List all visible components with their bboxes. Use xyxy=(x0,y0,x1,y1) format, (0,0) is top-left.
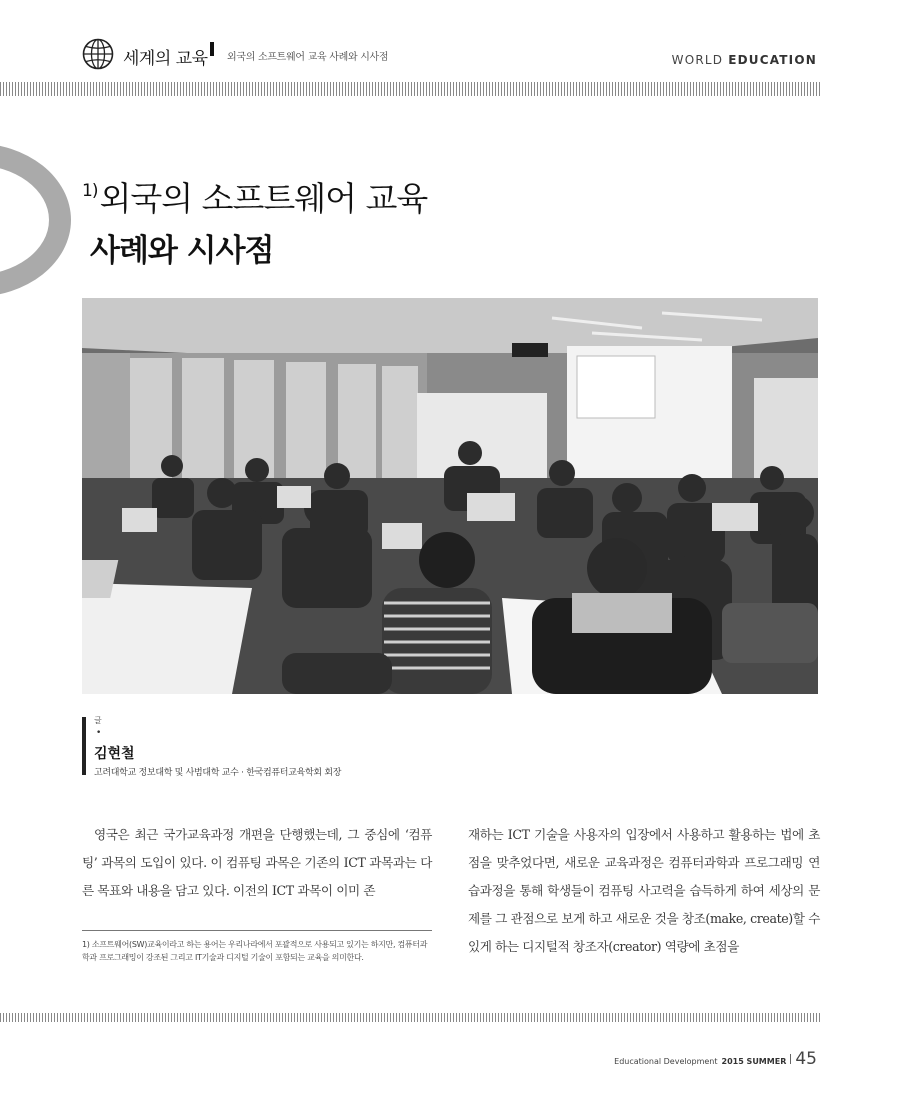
body-text-left: 영국은 최근 국가교육과정 개편을 단행했는데, 그 중심에 ‘컴퓨팅’ 과목의 도입이 있다. 이 컴퓨팅 과목은 기존의 ICT 과목과는 다른 목표와 내용을 담고 있다. 이전의 ICT 과목이 이미 존 xyxy=(82,827,432,898)
footer-separator xyxy=(790,1054,791,1064)
page-number: 45 xyxy=(795,1049,817,1069)
article-title-line2: 사례와 시사점 xyxy=(90,233,274,269)
title-footnote-mark: 1) xyxy=(82,181,98,201)
footnote-rule xyxy=(82,930,432,931)
body-text-right: 재하는 ICT 기술을 사용자의 입장에서 사용하고 활용하는 법에 초점을 맞추었다면, 새로운 교육과정은 컴퓨터과학과 프로그래밍 연습과정을 통해 학생들이 컴퓨팅 사고력을 습득하게 하여 세상의 문제를 그 관점으로 보게 하고 새로운 것을 창조(make, create)할 수 있게 하는 디지털적 창조자(creator) 역량에 초점을 xyxy=(468,827,820,954)
article-title-line1: $^{1)}$외국의 소프트웨어 교육 xyxy=(82,179,428,218)
byline-bar xyxy=(82,717,86,775)
section-marker xyxy=(210,42,214,56)
footer-rule xyxy=(0,1013,820,1022)
issue-label: 2015 SUMMER xyxy=(721,1057,787,1066)
footnote: 1) 소프트웨어(SW)교육이라고 하는 용어는 우리나라에서 포괄적으로 사용되고 있기는 하지만, 컴퓨터과학과 프로그래밍이 강조된 그리고 IT기술과 디지털 기술이 포함되는 교육을 의미한다. xyxy=(82,940,428,962)
section-title: 세계의 교육 xyxy=(123,49,208,69)
author-affiliation: 고려대학교 정보대학 및 사범대학 교수 · 한국컴퓨터교육학회 회장 xyxy=(94,768,342,778)
section-subtitle: 외국의 소프트웨어 교육 사례와 시사점 xyxy=(227,52,389,63)
decorative-circle xyxy=(0,143,71,297)
globe-icon xyxy=(82,38,114,70)
world-education-label xyxy=(672,53,817,67)
classroom-photo xyxy=(82,298,818,694)
publication-name: Educational Development xyxy=(614,1057,718,1066)
world-label: WORLD xyxy=(671,53,724,67)
byline-label: 글 xyxy=(94,716,102,725)
education-label: EDUCATION xyxy=(728,53,817,67)
byline-bullet: • xyxy=(96,728,102,738)
header-rule xyxy=(0,82,820,96)
page-footer xyxy=(614,1049,817,1069)
author-name: 김현철 xyxy=(94,746,135,762)
